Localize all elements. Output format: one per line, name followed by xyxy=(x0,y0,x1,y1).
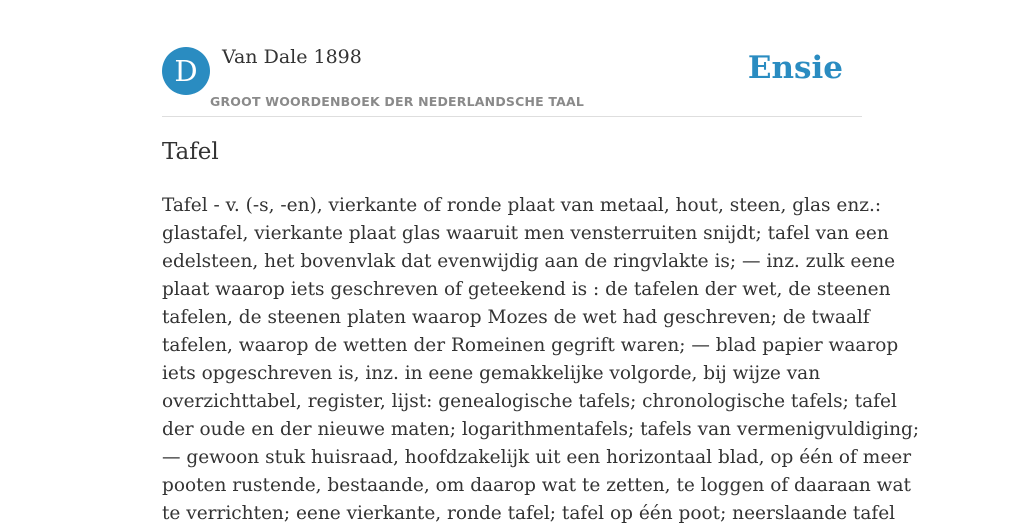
definition-line: glastafel, vierkante plaat glas waaruit men vensterruiten snijdt; tafel van een xyxy=(162,223,889,244)
definition-line: — gewoon stuk huisraad, hoofdzakelijk uit een horizontaal blad, op één of meer xyxy=(162,447,912,468)
definition-line: tafelen, de steenen platen waarop Mozes de wet had geschreven; de twaalf xyxy=(162,307,870,328)
definition-line: edelsteen, het bovenvlak dat evenwijdig aan de ringvlakte is; — inz. zulk eene xyxy=(162,251,896,272)
dictionary-logo[interactable]: D xyxy=(162,47,210,95)
definition-line: te verrichten; eene vierkante, ronde tafel; tafel op één poot; neerslaande tafel xyxy=(162,503,896,524)
definition-line: plaat waarop iets geschreven of geteekend is : de tafelen der wet, de steenen xyxy=(162,279,891,300)
definition-line: Tafel - v. (-s, -en), vierkante of ronde plaat van metaal, hout, steen, glas enz.: xyxy=(162,195,882,216)
entry-definition xyxy=(162,192,920,528)
entry-headword: Tafel xyxy=(162,139,219,165)
definition-line: tafelen, waarop de wetten der Romeinen gegrift waren; — blad papier waarop xyxy=(162,335,899,356)
dictionary-title[interactable]: Van Dale 1898 xyxy=(222,46,362,68)
dictionary-header xyxy=(162,44,862,117)
dictionary-subtitle: GROOT WOORDENBOEK DER NEDERLANDSCHE TAAL xyxy=(210,94,585,109)
definition-line: iets opgeschreven is, inz. in eene gemakkelijke volgorde, bij wijze van xyxy=(162,363,821,384)
definition-line: pooten rustende, bestaande, om daarop wat te zetten, te loggen of daaraan wat xyxy=(162,475,911,496)
ensie-logo-link[interactable]: Ensie xyxy=(747,50,843,86)
definition-line: der oude en der nieuwe maten; logarithmentafels; tafels van vermenigvuldiging; xyxy=(162,419,920,440)
definition-line: overzichttabel, register, lijst: genealogische tafels; chronologische tafels; tafel xyxy=(162,391,897,412)
